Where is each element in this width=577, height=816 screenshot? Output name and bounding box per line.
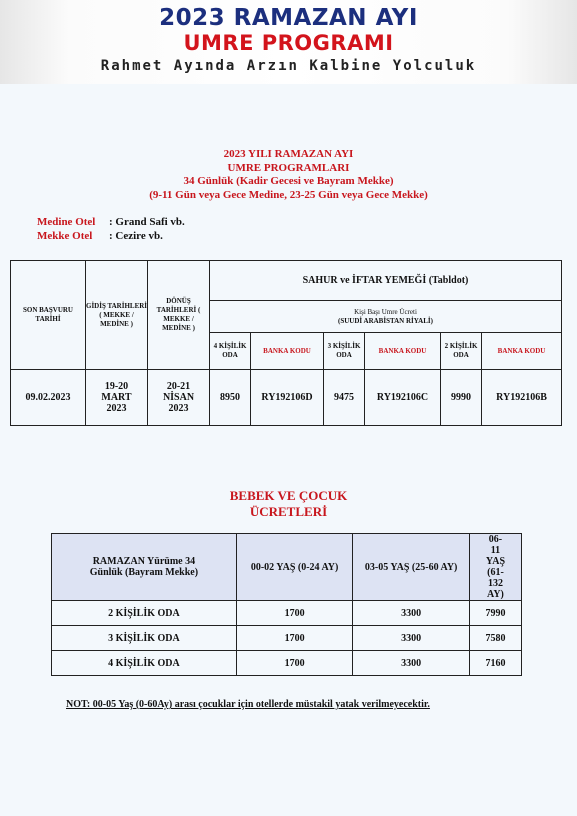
program-title-4: (9-11 Gün veya Gece Medine, 23-25 Gün veya Gece Mekke) bbox=[149, 188, 428, 201]
child-title-2: ÜCRETLERİ bbox=[249, 504, 328, 519]
header-title: 2023 RAMAZAN AYI bbox=[159, 5, 418, 31]
price-3: 9475 bbox=[324, 370, 365, 426]
col-son-basvuru: SON BAŞVURU TARİHİ bbox=[11, 261, 86, 370]
child-row-label: 3 KİŞİLİK ODA bbox=[52, 626, 237, 651]
child-price: 3300 bbox=[353, 651, 470, 676]
meal-header: SAHUR ve İFTAR YEMEĞİ (Tabldot) bbox=[210, 261, 562, 301]
son-basvuru-date: 09.02.2023 bbox=[11, 370, 86, 426]
child-price: 1700 bbox=[236, 626, 353, 651]
hotel-medine: Medine Otel : Grand Safi vb. bbox=[37, 216, 185, 228]
col-gidis: GİDİŞ TARİHLERİ ( MEKKE / MEDİNE ) bbox=[86, 261, 148, 370]
bank-code-2: RY192106B bbox=[482, 370, 562, 426]
child-row-label: 4 KİŞİLİK ODA bbox=[52, 651, 237, 676]
donus-dates: 20-21 NİSAN 2023 bbox=[148, 370, 210, 426]
hotel-mekke: Mekke Otel : Cezire vb. bbox=[37, 230, 163, 242]
bank-code-header: BANKA KODU bbox=[365, 333, 441, 370]
gidis-dates: 19-20 MART 2023 bbox=[86, 370, 148, 426]
price-table bbox=[10, 260, 562, 426]
room-4-header: 4 KİŞİLİK ODA bbox=[210, 333, 251, 370]
price-4: 8950 bbox=[210, 370, 251, 426]
room-3-header: 3 KİŞİLİK ODA bbox=[324, 333, 365, 370]
footnote: NOT: 00-05 Yaş (0-60Ay) arası çocuklar için otellerde müstakil yatak verilmeyecektir. bbox=[66, 699, 430, 710]
bank-code-header: BANKA KODU bbox=[251, 333, 324, 370]
col-donus: DÖNÜŞ TARİHLERİ ( MEKKE / MEDİNE ) bbox=[148, 261, 210, 370]
bank-code-4: RY192106D bbox=[251, 370, 324, 426]
child-price: 7990 bbox=[469, 601, 521, 626]
price-header: Kişi Başı Umre Ücreti (SUUDİ ARABİSTAN RİYALİ) bbox=[210, 301, 562, 333]
age-col-2: 06-11 YAŞ (61-132 AY) bbox=[469, 534, 521, 601]
bank-code-3: RY192106C bbox=[365, 370, 441, 426]
child-price: 3300 bbox=[353, 601, 470, 626]
header-banner bbox=[0, 0, 577, 84]
child-table-head: RAMAZAN Yürüme 34 Günlük (Bayram Mekke) bbox=[52, 534, 237, 601]
child-price: 1700 bbox=[236, 651, 353, 676]
bank-code-header: BANKA KODU bbox=[482, 333, 562, 370]
price-2: 9990 bbox=[441, 370, 482, 426]
child-price: 1700 bbox=[236, 601, 353, 626]
program-title-3: 34 Günlük (Kadir Gecesi ve Bayram Mekke) bbox=[183, 175, 394, 187]
child-price: 7580 bbox=[469, 626, 521, 651]
age-col-0: 00-02 YAŞ (0-24 AY) bbox=[236, 534, 353, 601]
program-title-1: 2023 YILI RAMAZAN AYI bbox=[223, 148, 354, 160]
age-col-1: 03-05 YAŞ (25-60 AY) bbox=[353, 534, 470, 601]
child-price: 7160 bbox=[469, 651, 521, 676]
child-price: 3300 bbox=[353, 626, 470, 651]
room-2-header: 2 KİŞİLİK ODA bbox=[441, 333, 482, 370]
program-title-2: UMRE PROGRAMLARI bbox=[227, 161, 350, 174]
child-title-1: BEBEK VE ÇOCUK bbox=[229, 488, 348, 503]
header-slogan: Rahmet Ayında Arzın Kalbine Yolculuk bbox=[100, 58, 477, 74]
header-subtitle: UMRE PROGRAMI bbox=[183, 31, 394, 55]
child-row-label: 2 KİŞİLİK ODA bbox=[52, 601, 237, 626]
child-price-table bbox=[51, 533, 522, 676]
